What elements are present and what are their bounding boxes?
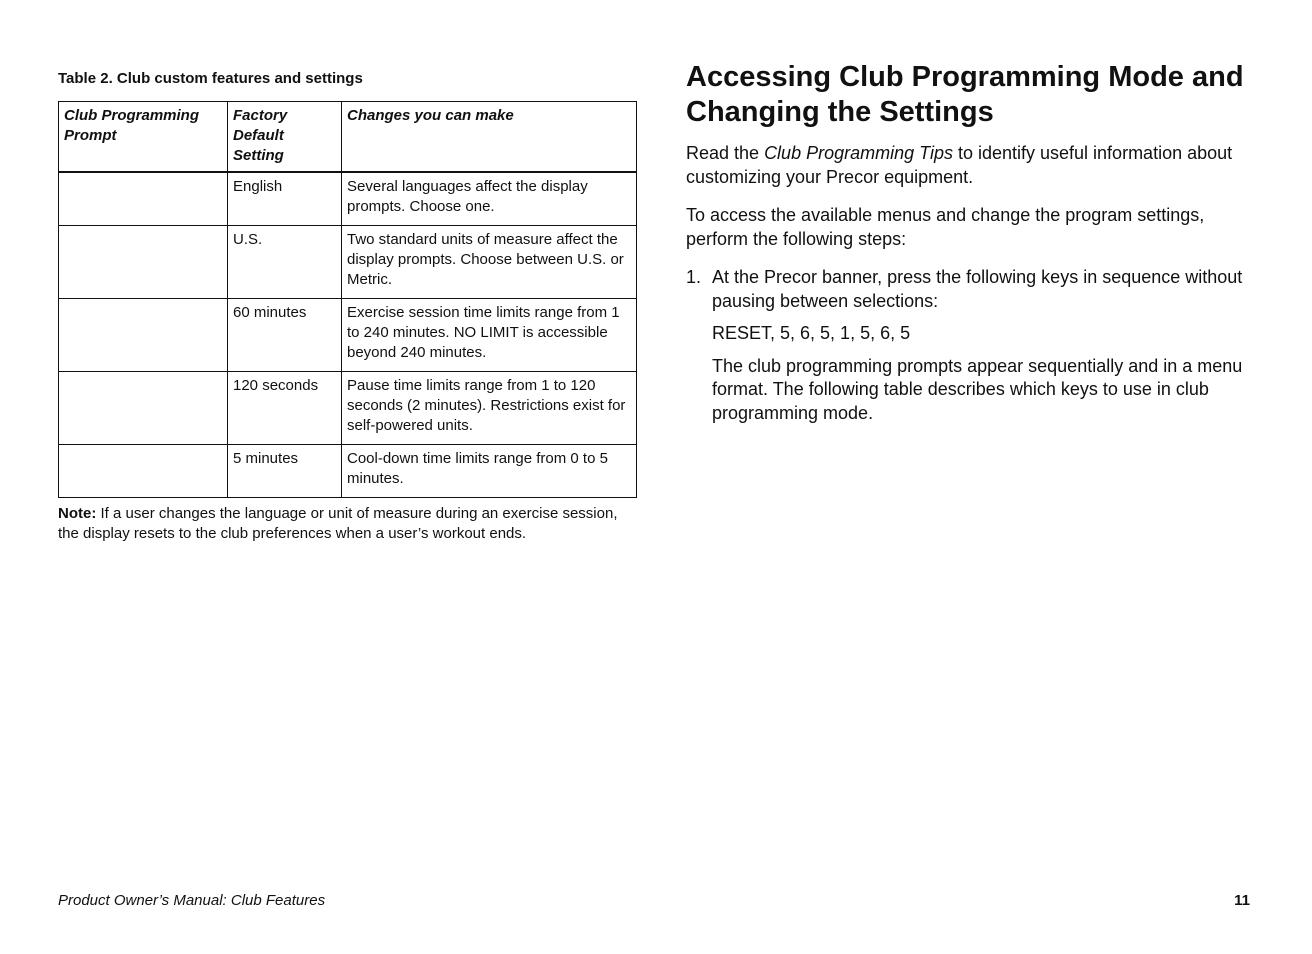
intro-text-after: to identify useful information about customizing your Precor equipment. <box>686 143 1233 187</box>
intro-paragraph <box>686 142 1261 189</box>
cell-default: U.S. <box>228 226 342 299</box>
table-header-row <box>59 102 637 173</box>
key-sequence: RESET, 5, 6, 5, 1, 5, 6, 5 <box>712 323 911 343</box>
cell-prompt <box>59 445 228 498</box>
step-number: 1. <box>686 267 702 287</box>
footer-title: Product Owner’s Manual: Club Features <box>58 892 326 909</box>
intro-emphasis: Club Programming Tips <box>764 143 953 163</box>
cell-prompt <box>59 372 228 445</box>
cell-prompt <box>59 226 228 299</box>
cell-default: English <box>228 172 342 226</box>
cell-changes: Cool-down time limits range from 0 to 5 minutes. <box>342 445 637 498</box>
cell-prompt <box>59 299 228 372</box>
table-row <box>59 445 637 498</box>
note-label: Note: <box>58 505 97 522</box>
step-followup: The club programming prompts appear sequentially and in a menu format. The following table describes which keys to use in club programming mode. <box>712 355 1243 423</box>
table-caption: Table 2. Club custom features and settings <box>58 70 363 87</box>
table-note <box>58 504 638 544</box>
cell-default: 60 minutes <box>228 299 342 372</box>
header-changes: Changes you can make <box>342 102 637 173</box>
features-table <box>58 101 637 498</box>
step-item <box>686 266 1261 434</box>
page-number: 11 <box>1234 892 1250 909</box>
cell-default: 120 seconds <box>228 372 342 445</box>
intro-text-before: Read the <box>686 143 765 163</box>
table-row <box>59 299 637 372</box>
table-row <box>59 226 637 299</box>
table-row <box>59 172 637 226</box>
cell-changes: Exercise session time limits range from 1 to 240 minutes. NO LIMIT is accessible beyond 240 minutes. <box>342 299 637 372</box>
header-default: Factory Default Setting <box>228 102 342 173</box>
note-text: If a user changes the language or unit of measure during an exercise session, the display resets to the club preferences when a user’s workout ends. <box>58 505 618 542</box>
cell-changes: Two standard units of measure affect the display prompts. Choose between U.S. or Metric. <box>342 226 637 299</box>
cell-prompt <box>59 172 228 226</box>
step-text: At the Precor banner, press the following keys in sequence without pausing between selections: <box>712 267 1243 311</box>
steps-list <box>686 266 1261 434</box>
cell-default: 5 minutes <box>228 445 342 498</box>
cell-changes: Several languages affect the display prompts. Choose one. <box>342 172 637 226</box>
access-paragraph: To access the available menus and change the program settings, perform the following steps: <box>686 205 1205 249</box>
table-row <box>59 372 637 445</box>
left-column <box>58 68 638 544</box>
right-column <box>686 60 1261 434</box>
section-heading: Accessing Club Programming Mode and Changing the Settings <box>686 61 1244 128</box>
cell-changes: Pause time limits range from 1 to 120 seconds (2 minutes). Restrictions exist for self-powered units. <box>342 372 637 445</box>
header-prompt: Club Programming Prompt <box>59 102 228 173</box>
step-body <box>712 266 1261 434</box>
